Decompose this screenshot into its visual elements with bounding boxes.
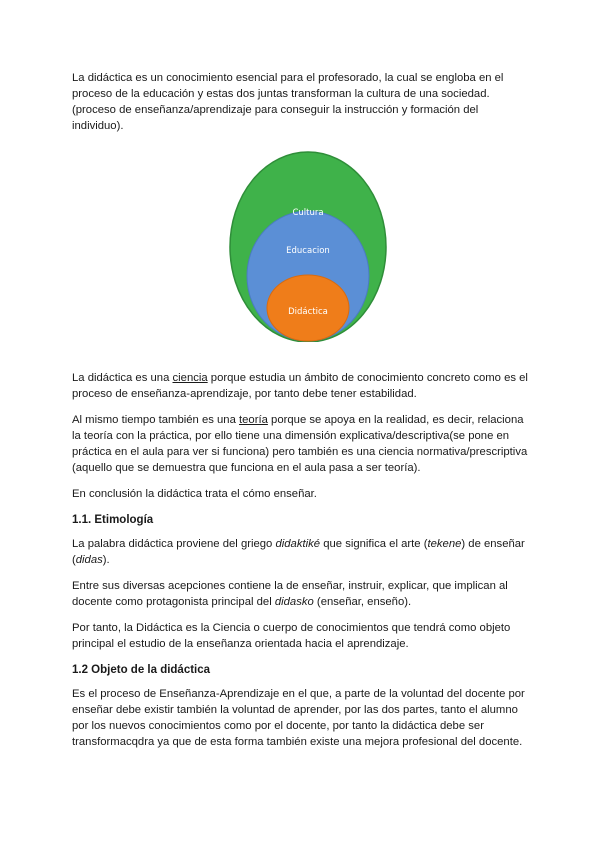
term-tekene: tekene: [427, 538, 462, 550]
intro-text: La didáctica es un conocimiento esencial para el profesorado, la cual se engloba en el proceso de la educación y estas dos juntas transforman la cultura de una sociedad.: [72, 72, 504, 100]
heading-etimologia: 1.1. Etimología: [72, 514, 154, 526]
term-didas: didas: [75, 554, 103, 566]
intro-paragraph: [72, 70, 532, 134]
nested-circles-diagram: [72, 142, 532, 342]
paragraph-etimologia-3: Por tanto, la Didáctica es la Ciencia o cuerpo de conocimientos que tendrá como objeto principal el estudio de la enseñanza orientada hacia el aprendizaje.: [72, 622, 511, 650]
intro-text-parenthetical: (proceso de enseñanza/aprendizaje para conseguir la instrucción y formación del individuo).: [72, 104, 479, 132]
paragraph-etimologia-1: [72, 536, 532, 568]
text-span: Al mismo tiempo también es una: [72, 414, 240, 426]
paragraph-objeto: Es el proceso de Enseñanza-Aprendizaje en el que, a parte de la voluntad del docente por enseñar debe existir también la voluntad de aprender, por las dos partes, tanto el alumno por los nuevos conocimientos como por el docente, por tanto la didáctica debe ser transformacqdra ya que de esta forma también existe una mejora profesional del docente.: [72, 688, 525, 748]
term-teoria: teoría: [239, 414, 268, 426]
text-span: La palabra didáctica proviene del griego: [72, 538, 276, 550]
text-span: ) de enseñar (: [72, 538, 525, 566]
label-educacion: Educacion: [286, 246, 330, 256]
term-ciencia: ciencia: [172, 372, 208, 384]
text-span: que significa el arte (: [320, 538, 428, 550]
label-didactica: Didáctica: [288, 307, 328, 317]
text-span: porque se apoya en la realidad, es decir, relaciona la teoría con la práctica, por ello tiene una dimensión explicativa/descriptiva(se pone en práctica en el aula para ver si funciona) pero también es una ciencia normativa/prescriptiva (aquello que se demuestra que funciona en el aula pasa a ser teoría).: [72, 414, 528, 474]
text-span: ).: [102, 554, 110, 566]
paragraph-ciencia: [72, 370, 532, 402]
heading-objeto: 1.2 Objeto de la didáctica: [72, 664, 211, 676]
text-span: Entre sus diversas acepciones contiene la de enseñar, instruir, explicar, que implican al docente como protagonista principal del: [72, 580, 508, 608]
label-cultura: Cultura: [292, 208, 324, 218]
text-span: (enseñar, enseño).: [313, 596, 412, 608]
document-body: [72, 70, 532, 750]
term-didaktike: didaktiké: [275, 538, 321, 550]
text-span: La didáctica es una: [72, 372, 173, 384]
text-span: porque estudia un ámbito de conocimiento concreto como es el proceso de enseñanza-aprendizaje, por tanto debe tener estabilidad.: [72, 372, 528, 400]
paragraph-etimologia-2: [72, 578, 532, 610]
term-didasko: didasko: [274, 596, 314, 608]
paragraph-teoria: [72, 412, 532, 476]
paragraph-conclusion: En conclusión la didáctica trata el cómo enseñar.: [72, 488, 317, 500]
